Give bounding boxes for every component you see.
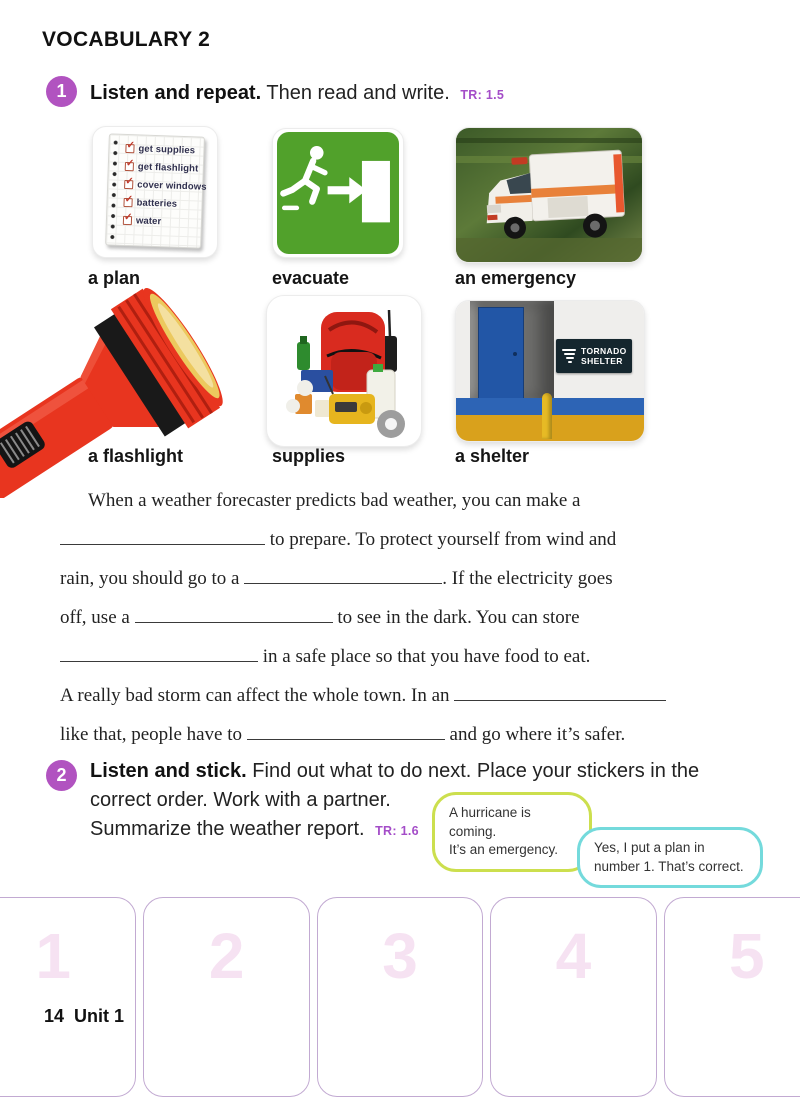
vocab-label-evacuate: evacuate bbox=[272, 268, 350, 288]
spiral-binding-icon bbox=[109, 138, 121, 240]
checklist-item: get supplies bbox=[138, 143, 196, 157]
paragraph-text: and go where it’s safer. bbox=[449, 724, 626, 745]
page-footer bbox=[44, 1006, 124, 1027]
activity2-line2: correct order. Work with a partner. bbox=[90, 789, 391, 811]
slot-number: 2 bbox=[208, 920, 245, 992]
checklist-item: batteries bbox=[136, 197, 178, 210]
shelter-sign-line1: TORNADO bbox=[581, 346, 627, 356]
slot-number: 3 bbox=[382, 920, 418, 992]
answer-blank-5[interactable] bbox=[454, 686, 666, 701]
activity1-track-badge: TR: 1.5 bbox=[460, 88, 505, 102]
paragraph-text: . If the electricity goes bbox=[442, 568, 613, 589]
paragraph-text: When a weather forecaster predicts bad weather, you can make a bbox=[88, 490, 581, 511]
paragraph-line bbox=[60, 637, 720, 676]
activity2-track-badge: TR: 1.6 bbox=[375, 824, 419, 838]
sticker-slot-2[interactable] bbox=[143, 897, 309, 1097]
paragraph-text: off, use a bbox=[60, 607, 130, 628]
tornado-icon bbox=[561, 347, 577, 365]
bollard bbox=[542, 393, 552, 439]
speech-bubble-1 bbox=[432, 792, 592, 872]
checklist-item: cover windows bbox=[137, 179, 207, 193]
vocab-label-supplies: supplies bbox=[272, 446, 346, 466]
paragraph-line bbox=[60, 598, 720, 637]
plan-photo bbox=[92, 126, 218, 258]
checkbox-icon bbox=[123, 198, 132, 207]
activity2-title: Listen and stick. bbox=[90, 760, 247, 782]
shelter-door bbox=[478, 307, 524, 401]
vocab-label-plan: a plan bbox=[88, 268, 141, 288]
paragraph-text: to see in the dark. You can store bbox=[337, 607, 580, 628]
shelter-scene bbox=[456, 301, 644, 441]
evacuate-sign-photo bbox=[272, 128, 404, 258]
ambulance-image bbox=[456, 128, 642, 262]
page-number: 14 bbox=[44, 1006, 65, 1026]
shelter-alcove bbox=[470, 301, 554, 401]
speech-bubble-2 bbox=[577, 827, 763, 888]
sticker-slot-1[interactable] bbox=[0, 897, 136, 1097]
slot-number: 1 bbox=[35, 920, 71, 992]
vocab-label-emergency: an emergency bbox=[455, 268, 577, 288]
checklist-item: water bbox=[135, 215, 162, 228]
paragraph-line bbox=[60, 481, 720, 520]
checklist-item: get flashlight bbox=[137, 161, 199, 175]
activity1-number-badge: 1 bbox=[46, 76, 77, 107]
sticker-slot-3[interactable] bbox=[317, 897, 483, 1097]
ambulance-photo bbox=[455, 127, 643, 263]
paragraph-text: A really bad storm can affect the whole town. In an bbox=[60, 685, 450, 706]
slot-number: 5 bbox=[729, 920, 765, 992]
supplies-image bbox=[267, 296, 421, 446]
page-title: VOCABULARY 2 bbox=[42, 28, 211, 51]
paragraph-text: to prepare. To protect yourself from wind and bbox=[269, 529, 617, 550]
checkbox-icon bbox=[125, 144, 134, 153]
tornado-shelter-sign bbox=[556, 339, 632, 373]
bubble1-line1: A hurricane is coming. bbox=[449, 805, 531, 839]
paragraph-line bbox=[60, 559, 720, 598]
bubble2-line2: number 1. That’s correct. bbox=[594, 858, 744, 874]
activity2-line3: Summarize the weather report. bbox=[90, 818, 365, 840]
vocab-label-flashlight: a flashlight bbox=[88, 446, 184, 466]
paragraph-text: rain, you should go to a bbox=[60, 568, 240, 589]
activity2-number-badge: 2 bbox=[46, 760, 77, 791]
shelter-photo bbox=[455, 300, 645, 442]
sticker-slot-5[interactable] bbox=[664, 897, 800, 1097]
activity1-instructions bbox=[90, 79, 504, 110]
notepad-checklist bbox=[105, 133, 205, 248]
shelter-sign-line2: SHELTER bbox=[581, 356, 623, 366]
sticker-tray bbox=[0, 897, 800, 1097]
paragraph-line bbox=[60, 715, 720, 754]
evacuate-sign-icon bbox=[276, 132, 400, 254]
sticker-slot-4[interactable] bbox=[490, 897, 656, 1097]
cloze-paragraph bbox=[60, 481, 720, 754]
checkbox-icon bbox=[125, 162, 134, 171]
bubble1-line2: It’s an emergency. bbox=[449, 842, 559, 857]
activity1-instruction-text: Then read and write. bbox=[266, 82, 450, 104]
activity1-title: Listen and repeat. bbox=[90, 82, 262, 104]
answer-blank-6[interactable] bbox=[247, 725, 445, 740]
bubble2-line1: Yes, I put a plan in bbox=[594, 840, 705, 855]
vocab-label-shelter: a shelter bbox=[455, 446, 530, 466]
answer-blank-3[interactable] bbox=[135, 608, 333, 623]
paragraph-text: like that, people have to bbox=[60, 724, 243, 745]
checkbox-icon bbox=[124, 180, 133, 189]
activity2-line1: Find out what to do next. Place your stickers in the bbox=[252, 760, 700, 782]
answer-blank-2[interactable] bbox=[244, 569, 442, 584]
slot-number: 4 bbox=[555, 920, 592, 992]
checkbox-icon bbox=[123, 216, 132, 225]
unit-label: Unit 1 bbox=[74, 1006, 125, 1026]
answer-blank-1[interactable] bbox=[60, 530, 265, 545]
paragraph-text: in a safe place so that you have food to eat. bbox=[262, 646, 591, 667]
paragraph-line bbox=[60, 520, 720, 559]
supplies-photo bbox=[266, 295, 422, 447]
paragraph-line bbox=[60, 676, 720, 715]
answer-blank-4[interactable] bbox=[60, 647, 258, 662]
